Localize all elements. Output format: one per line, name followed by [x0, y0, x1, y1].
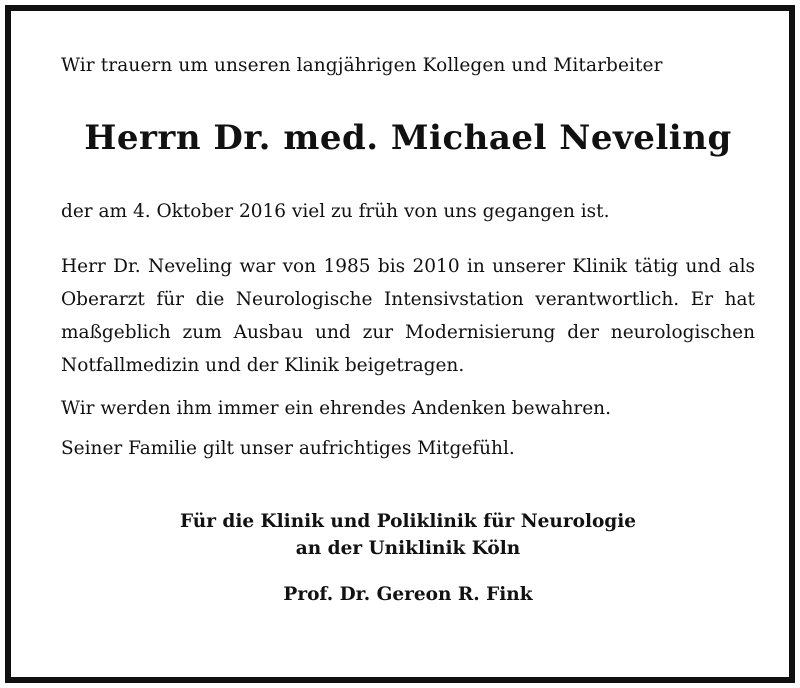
biography-paragraph: Herr Dr. Neveling war von 1985 bis 2010 in unserer Klinik tätig und als Oberarzt für die Neurologische Intensivstation verantwortlich. Er hat maßgeblich zum Ausbau und zur Modernisierung der neurologischen Notfallmedizin und der Klinik beigetragen. [61, 256, 755, 376]
deceased-name: Herrn Dr. med. Michael Neveling [84, 118, 732, 158]
obituary-frame [5, 5, 795, 683]
institution-signature [61, 508, 755, 562]
institution-line-1: Für die Klinik und Poliklinik für Neurologie [179, 511, 637, 532]
signer-name: Prof. Dr. Gereon R. Fink [283, 584, 533, 605]
remembrance-text: Wir werden ihm immer ein ehrendes Andenken bewahren. [61, 398, 611, 419]
condolence-text: Seiner Familie gilt unser aufrichtiges Mitgefühl. [61, 438, 515, 459]
intro-text: Wir trauern um unseren langjährigen Kollegen und Mitarbeiter [61, 55, 663, 76]
institution-line-2: an der Uniklinik Köln [295, 538, 521, 559]
obituary-content [61, 53, 755, 608]
date-of-death-text: der am 4. Oktober 2016 viel zu früh von uns gegangen ist. [61, 201, 610, 222]
